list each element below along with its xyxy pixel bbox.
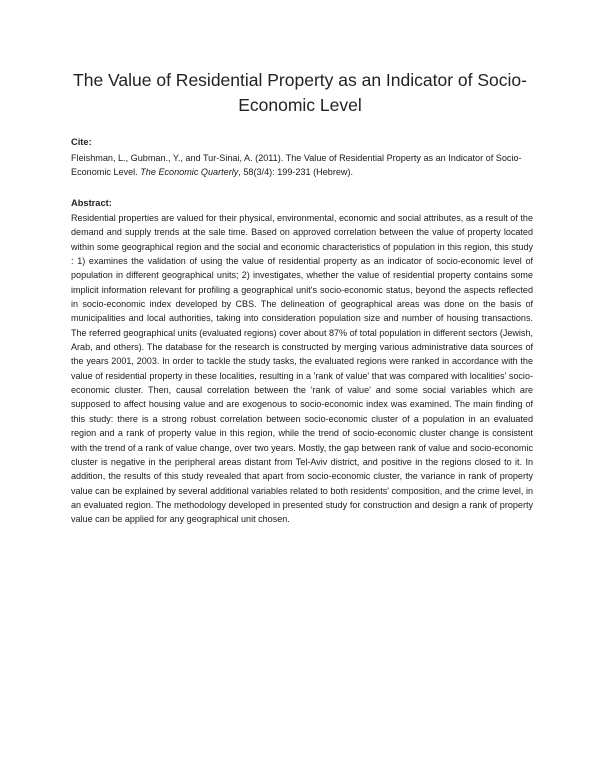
citation-journal: The Economic Quarterly: [140, 167, 239, 178]
document-title: The Value of Residential Property as an Indicator of Socio-Economic Level: [73, 70, 527, 115]
citation-text: [71, 151, 533, 179]
citation-volume: , 58(3/4): 199-231 (Hebrew).: [238, 167, 354, 178]
abstract-heading: Abstract:: [71, 198, 112, 208]
citation-authors: Fleishman, L., Gubman., Y., and Tur-Sinai, A. (2011). The Value of Residential Property as an Indicator of Socio-Economic Level.: [71, 153, 522, 178]
abstract-body: Residential properties are valued for their physical, environmental, economic and social attributes, as a result of the demand and supply trends at the sale time. Based on approved correlation between the value of property located within some geographical region and the social and economic characteristics of population in this region, this study : 1) examines the validation of using the value of residential property as an indicator of socio-economic level of population in different geographical units; 2) investigates, whether the value of residential property contains some implicit information relevant for profiling a geographical unit's socio-economic status, beyond the aspects reflected in socio-economic index developed by CBS. The delineation of geographical areas was done on the basis of municipalities and local authorities, taking into consideration population size and number of housing transactions. The referred geographical units (evaluated regions) cover about 87% of total population in different sectors (Jewish, Arab, and others). The database for the research is constructed by merging various administrative data sources of the years 2001, 2003. In order to tackle the study tasks, the evaluated regions were ranked in accordance with the value of residential property in these localities, resulting in a 'rank of value' that was compared with localities' socio-economic cluster. Then, causal correlation between the 'rank of value' and some social variables which are supposed to affect housing value and are exogenous to socio-economic index was examined. The main finding of this study: there is a strong robust correlation between socio-economic cluster of a population in an evaluated region and a rank of property value in this region, while the trend of socio-economic cluster change is consistent with the trend of a rank of value change, over two years. Mostly, the gap between rank of value and socio-economic cluster is negative in the peripheral areas distant from Tel-Aviv district, and positive in the regions closed to it. In addition, the results of this study revealed that apart from socio-economic cluster, the variance in rank of property value can be explained by several additional variables related to both residents' composition, and the crime level, in an evaluated region. The methodology developed in presented study for construction and design a rank of property value can be applied for any geographical unit chosen.: [71, 213, 533, 525]
cite-heading: Cite:: [71, 137, 92, 147]
